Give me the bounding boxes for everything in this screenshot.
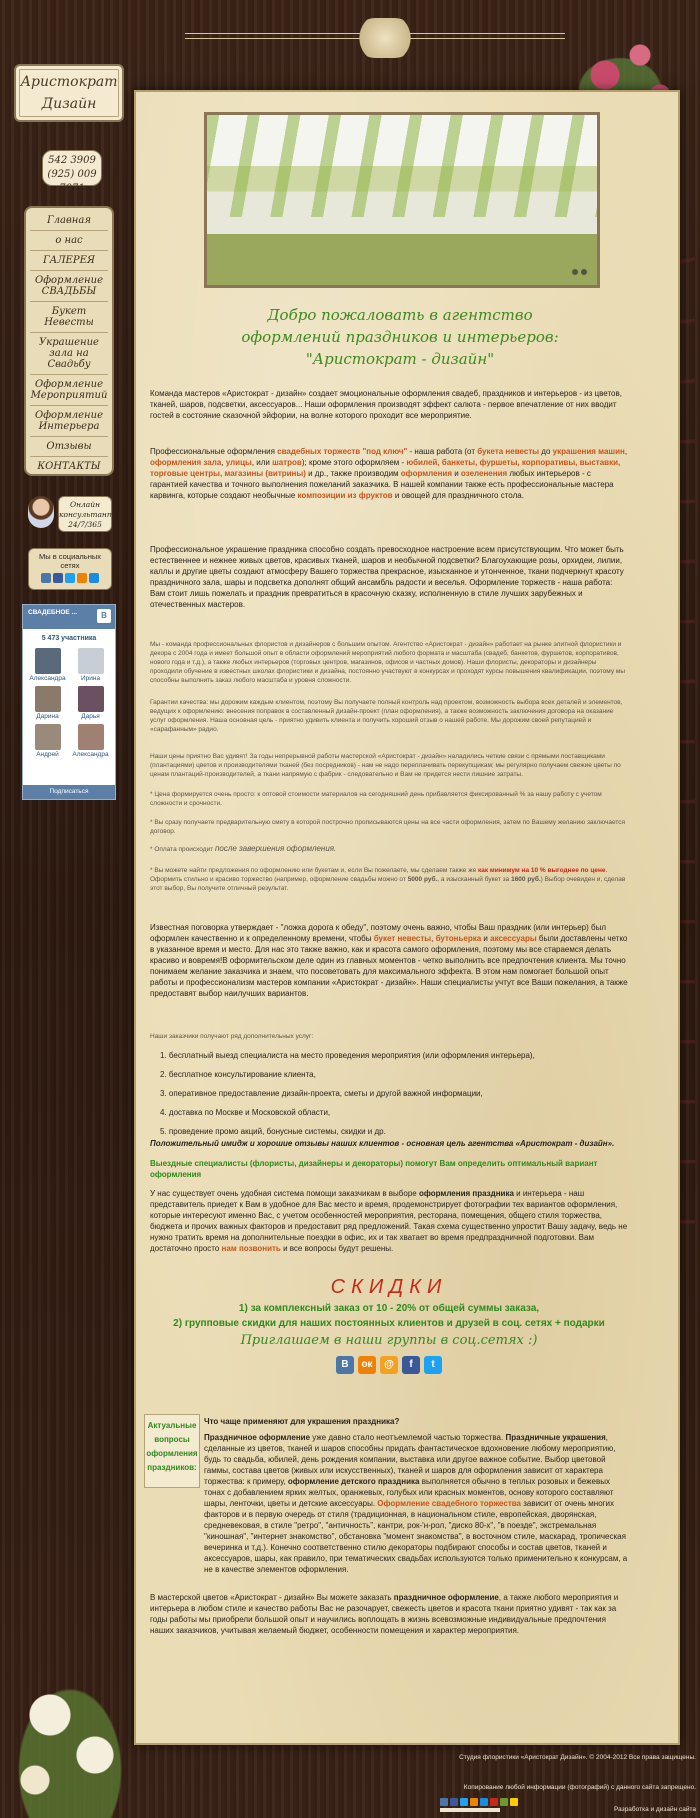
discounts-title: СКИДКИ <box>330 1276 448 1298</box>
footer-copyright: Студия флористики «Аристократ Дизайн». © 2004-2012 Все права защищены. <box>459 1754 696 1761</box>
intro-paragraph: Команда мастеров «Аристократ - дизайн» создает эмоциональные оформления свадеб, праздников и интерьеров - из цветов, тканей, шаров, подсветки, аксессуаров... Наши оформления производят эффект салюта - первое впечатление от них вводит гостей в состояние сказочной эйфории, на волне которого проходит все мероприятие. <box>150 389 622 420</box>
vk-member-count: 5 473 участника <box>41 635 97 642</box>
text: , <box>221 458 226 467</box>
text: и все вопросы будут решены. <box>280 1244 394 1253</box>
twitter-icon[interactable]: t <box>424 1356 442 1374</box>
facebook-icon[interactable] <box>450 1798 458 1806</box>
footer-social-icons <box>440 1798 518 1806</box>
faq-answer <box>204 1432 628 1575</box>
text: оформление детского праздника <box>287 1477 420 1486</box>
nav-item-gallery[interactable]: ГАЛЕРЕЯ <box>30 251 108 271</box>
avatar <box>78 686 104 712</box>
decoration-paragraph: Профессиональное украшение праздника способно создать превосходное настроение всем присутствующим. Что может быть естественнее и нежнее живых цветов, красивых тканей, шаров и необычной подсветки? Благоухающие розы, орхидеи, лилии, каллы и другие цветы создают атмосферу Вашего торжества прекрасное, изысканное и утонченное, ткани подчеркнут красоту праздничного зала, шары и подсветка дополнят общий ансамбль радости и веселья. Оформление торжеств - наша работа: Вам стоит лишь пожелать и праздник превратиться в красочную сказку, исполненную в стиле лучших зарубежных и отечественных мастеров. <box>150 545 624 609</box>
slide-next-icon[interactable] <box>581 269 587 275</box>
text: . Оформить стильно и красиво торжество (например, оформление свадьбы можно от <box>150 867 608 883</box>
text: до <box>539 447 553 456</box>
text: ) Выбор очевиден и, сделав этот выбор, Вы получите отличный результат. <box>150 876 626 892</box>
top-ornament <box>355 18 415 58</box>
text: 5000 руб. <box>407 876 438 883</box>
text: , <box>431 934 436 943</box>
services-intro: Наши заказчики получают ряд дополнительных услуг: <box>150 1033 314 1040</box>
text: - наша работа (от <box>407 447 478 456</box>
counter-badge[interactable] <box>440 1808 500 1812</box>
main-nav <box>24 206 114 476</box>
hero-slideshow[interactable] <box>204 112 600 288</box>
twitter-icon[interactable] <box>460 1798 468 1806</box>
text: Профессиональные оформления <box>150 447 278 456</box>
nav-item-events[interactable]: Оформление Мероприятий <box>30 375 108 406</box>
phone-1: 542 3909 <box>48 155 96 166</box>
text: * Оплата происходит <box>150 846 215 853</box>
text: * Вы можете найти предложения по оформлению или букетам и, если Вы пожелаете, мы сделаем также же <box>150 867 478 874</box>
nav-item-hall[interactable]: Украшение зала на Свадьбу <box>30 333 108 375</box>
discounts-section <box>150 1276 628 1374</box>
timing-paragraph <box>150 922 628 999</box>
vk-group-title: СВАДЕБНОЕ ... <box>28 609 77 616</box>
nav-item-interior[interactable]: Оформление Интерьера <box>30 406 108 437</box>
footer-copy-notice <box>464 1770 696 1791</box>
text: , а изысканный букет за <box>437 876 512 883</box>
avatar <box>78 724 104 750</box>
vk-member-name: Дарья <box>81 713 100 720</box>
link-decoration[interactable]: оформления <box>400 469 452 478</box>
text: , а также любого мероприятия и интерьера в любом стиле и качество работы Вас не разочарует, свежесть цветов и красота ткани приятно удивят - так как за годы работы мы приобрели большой опыт и научились воплощать в жизнь всевозможные индивидуальные предпочтения наших заказчиков, учитывая желаемый бюджет, особенности помещения и характер мероприятия. <box>150 1593 619 1635</box>
text: и <box>481 934 491 943</box>
faq-closing <box>150 1592 628 1636</box>
price-note-4 <box>150 866 628 893</box>
text: и <box>452 469 461 478</box>
vk-member-name: Александра <box>29 675 66 682</box>
link-fruit[interactable]: композиции из фруктов <box>297 491 393 500</box>
footer-notice-text: Копирование любой информации (фотографий) с данного сайта запрещено. <box>463 1784 696 1791</box>
vk-icon[interactable]: B <box>336 1356 354 1374</box>
livejournal-icon[interactable] <box>500 1798 508 1806</box>
social-invite: Приглашаем в наши группы в соц.сетях :) <box>240 1333 538 1348</box>
social-box <box>28 548 112 590</box>
vk-member[interactable] <box>70 724 111 760</box>
phone-2: (925) 009 7071 <box>47 169 97 194</box>
link-bouquet[interactable]: букета невесты <box>477 447 540 456</box>
vk-member[interactable] <box>27 724 68 760</box>
text: и интерьера - наш представитель приедет к Вам в удобное для Вас место и время, продемонстрирует фотографии тех вариантов оформления, которые интересуют именно Вас, с учетом особенностей мероприятия, ресторана, помещения, общего стиля торжества, бюджета и прочих важных факторов и предоставит ряд предложений. Такая схема существенно упростит Вашу задачу, ведь не нужно тратить время на дополнительные поездки в офис, их и так хватает во время предпраздничной подготовки. Вам достаточно просто <box>150 1189 628 1253</box>
nav-item-contacts[interactable]: КОНТАКТЫ <box>37 461 101 472</box>
link-tents[interactable]: шатров <box>272 458 302 467</box>
link-accessories[interactable]: аксессуары <box>490 934 537 943</box>
vk-member[interactable] <box>70 686 111 722</box>
vk-subscribe-button[interactable]: Подписаться <box>23 785 115 799</box>
prices-small-text: Наши цены приятно Вас удивят! За годы непрерывной работы мастерской «Аристократ - дизайн» наладились четкие связи с прямыми поставщиками (плантациями) цветов и производителями тканей (без посредников) - нам не надо переплачивать перекупщикам; мы регулярно получаем свежие цветы по ценам плантаций-производителей, а ткани напрямую с фабрик - следовательно и Вам не придется нести лишние затраты. <box>150 753 621 778</box>
text: В мастерской цветов «Аристократ - дизайн» Вы можете заказать <box>150 1593 394 1602</box>
text: , <box>624 447 628 456</box>
consultation-paragraph <box>150 1188 628 1254</box>
facebook-icon[interactable] <box>53 573 63 583</box>
vk-member-name: Андрей <box>36 751 59 758</box>
text: Известная поговорка утверждает - "ложка дорога к обеду", поэтому очень важно, чтобы Ваш праздник (или интерьер) был оформлен качественно и к определенному времени, чтобы <box>150 923 606 943</box>
price-note-1: * Цена формируется очень просто: к оптовой стоимости материалов на сегодняшний день прибавляется фиксированный % за нашу работу с учетом сложности и срочности. <box>150 791 602 807</box>
nav-item-home[interactable]: Главная <box>30 211 108 231</box>
mailru-icon[interactable]: @ <box>380 1356 398 1374</box>
text: уже давно стало неотъемлемой частью торжества. <box>310 1433 506 1442</box>
logo-line2: Дизайн <box>41 96 97 112</box>
services-list <box>160 1050 638 1145</box>
text: У нас существует очень удобная система помощи заказчикам в выборе <box>150 1189 419 1198</box>
vk-member-name: Дарина <box>36 713 59 720</box>
odnoklassniki-icon[interactable] <box>470 1798 478 1806</box>
discount-line-2: 2) групповые скидки для наших постоянных клиентов и друзей в соц. сетях + подарки <box>173 1318 605 1329</box>
link-greening[interactable]: озеленения <box>460 469 508 478</box>
link-street[interactable]: улицы <box>225 458 252 467</box>
nav-item-bouquet[interactable]: Букет Невесты <box>30 302 108 333</box>
avatar <box>35 686 61 712</box>
text: любых интерьеров - с гарантией качества и точного выполнения пожеланий заказчика. В нашей компании также есть профессиональные мастера карвинга, которые создают необычные <box>150 469 614 500</box>
consultant-line2: консультант <box>59 510 114 519</box>
consultant-line1: Онлайн <box>69 500 101 509</box>
facebook-icon[interactable]: f <box>402 1356 420 1374</box>
consultant-label <box>58 496 112 532</box>
guarantee-small-text: Гарантии качества: мы дорожим каждым клиентом, поэтому Вы получаете полный контроль над проектом, возможность выбора всех деталей и элементов, ведущих к оформлению: внесения поправок в составленный дизайн-проект (план оформления), а также возможность заключения договора на оказание услуг оформления. Наша основная цель - приятно удивить клиента и получить хороший отзыв о нашей работе. Мы дорожим своей репутацией и «сарафанным» радио. <box>150 699 623 733</box>
google-icon[interactable] <box>490 1798 498 1806</box>
phone-box <box>42 150 102 194</box>
odnoklassniki-icon[interactable]: ок <box>358 1356 376 1374</box>
link-wedding-turnkey[interactable]: свадебных торжеств "под ключ" <box>277 447 408 456</box>
lilies-decoration <box>0 1660 140 1818</box>
price-note-2: * Вы сразу получаете предварительную смету в которой построчно прописываются цены на все части оформления, затем по Вашему желанию заключается договор. <box>150 819 626 835</box>
mailru-icon[interactable] <box>480 1798 488 1806</box>
vk-member[interactable] <box>27 686 68 722</box>
call-us-link[interactable]: нам позвонить <box>221 1244 281 1253</box>
vk-widget-header[interactable] <box>23 605 115 629</box>
mailru-icon[interactable] <box>89 573 99 583</box>
social-label: Мы в социальных сетях <box>38 552 102 570</box>
link-events-list[interactable]: юбилей, банкеты, фуршеты, корпоративы, выставки, торговые центры, магазины (витрины) <box>150 458 621 478</box>
link-bouquet[interactable]: букет невесты <box>373 934 432 943</box>
text: и овощей для праздничного стола. <box>392 491 524 500</box>
link-hall[interactable]: оформления зала <box>150 458 222 467</box>
vk-member-name: Ирина <box>80 675 101 682</box>
vk-member[interactable] <box>27 648 68 684</box>
text: зависит от очень многих факторов и в первую очередь от стиля (традиционная, в национальном стиле, европейская, дворянская, средневековая, в стиле "ретро", "античность", кантри, рок-'н-рол, "диско 80-х", "в поезде", экстремальная "киношная", "интернет знакомство", обстановка "момент знакомства", в восточном стиле, маскарад, тропическая вечеринка и т.д.). Конечно соответственно стилю декораторы подбирают способы и состав цветов, тканей и аксессуаров, шары, как правило, при тематических свадьбах используются только применительно к конкурсам, а не в качестве элементов оформления. <box>204 1499 628 1574</box>
faq-tag: Актуальные вопросы оформления праздников: <box>144 1414 200 1488</box>
nav-item-wedding[interactable]: Оформление СВАДЬБЫ <box>30 271 108 302</box>
text: ); кроме этого оформляем - <box>301 458 407 467</box>
nav-item-about[interactable]: о нас <box>30 231 108 251</box>
text: Праздничные украшения <box>505 1433 606 1442</box>
vk-member[interactable] <box>70 648 111 684</box>
welcome-heading: Добро пожаловать в агентство оформлений праздников и интерьеров: "Аристократ - дизайн" <box>241 306 559 368</box>
consultant-line3: 24/7/365 <box>68 520 102 529</box>
online-consultant[interactable] <box>28 494 112 534</box>
avatar <box>78 648 104 674</box>
list-item: 1. бесплатный выезд специалиста на место проведения мероприятия (или оформления интерьера), <box>160 1051 535 1060</box>
link-cars[interactable]: украшения машин <box>552 447 625 456</box>
text: и др., также производим <box>305 469 401 478</box>
footer-dev-link[interactable]: Разработка и дизайн сайта <box>614 1806 696 1813</box>
twitter-icon[interactable] <box>65 573 75 583</box>
specialists-line: Выездные специалисты (флористы, дизайнеры и декораторы) помогут Вам определить оптимальный вариант оформления <box>150 1159 598 1179</box>
logo-line1: Аристократ <box>20 74 118 90</box>
vk-icon[interactable] <box>440 1798 448 1806</box>
link-boutonniere[interactable]: бутоньерка <box>435 934 482 943</box>
about-small-text: Мы - команда профессиональных флористов и дизайнеров с большим опытом. Агентство «Аристократ - дизайн» работает на рынке элитной флористики и декора с 2004 года и имеет большой опыт в области оформлений мероприятий любого формата и масштаба (свадеб, банкетов, фуршетов, корпоративов, нового года и т.д.), а также любых интерьеров (торговых центров, магазинов, офисов и частных домов). Наши флористы, декораторы и дизайнеры проходили обучение в известных школах флористики и дизайна, постоянно участвуют в конкурсах и проходят курсы повышения квалификации, поэтому мы способны выполнить заказ любого масштаба и уровня сложности. <box>150 641 626 684</box>
vk-logo-icon: B <box>97 609 111 623</box>
services-paragraph <box>150 446 628 501</box>
vk-icon[interactable] <box>41 573 51 583</box>
vk-member-name: Александра <box>72 751 109 758</box>
faq-question: Что чаще применяют для украшения праздника? <box>204 1417 400 1426</box>
slideshow-controls[interactable] <box>572 269 587 275</box>
text: , или <box>251 458 273 467</box>
consultant-avatar <box>28 496 54 528</box>
text: Праздничное оформление <box>204 1433 311 1442</box>
avatar <box>35 724 61 750</box>
avatar <box>35 648 61 674</box>
vk-group-widget <box>22 604 116 800</box>
list-item: 3. оперативное предоставление дизайн-проекта, сметы и другой важной информации, <box>160 1089 483 1098</box>
text: праздничное оформление <box>393 1593 499 1602</box>
list-item: 4. доставка по Москве и Московской области, <box>160 1108 331 1117</box>
odnoklassniki-icon[interactable] <box>77 573 87 583</box>
slide-prev-icon[interactable] <box>572 269 578 275</box>
text: оформления праздника <box>418 1189 514 1198</box>
image-goal-line: Положительный имидж и хорошие отзывы наших клиентов - основная цель агентства «Аристократ - дизайн». <box>150 1139 615 1148</box>
text: , сделанные из цветов, тканей и шаров способны придать фантастическое вдохновение любому мероприятию, будь то свадьба, юбилей, день рождения компании, выставка или другое важное событие. Выбор цветовой гаммы, состава цветов (живых или искусственных), тканей и шаров для оформления зависит от характера торжества: к примеру, <box>204 1433 616 1486</box>
site-logo[interactable] <box>14 64 124 122</box>
discount-line-1: 1) за комплексный заказ от 10 - 20% от общей суммы заказа, <box>238 1303 540 1314</box>
text: выполняется обычно в теплых розовых и бежевых тонах с добавлением ярких желтых, оранжевых, голубых или красных моментов, основу которого составляют шары, ленточки, цветы и детские аксессуары. <box>204 1477 614 1508</box>
text: 1600 руб. <box>511 876 541 883</box>
text: после завершения оформления. <box>215 844 337 853</box>
text: как минимум на 10 % выгоднее по цене <box>478 867 606 874</box>
list-item: 2. бесплатное консультирование клиента, <box>160 1070 316 1079</box>
nav-item-reviews[interactable]: Отзывы <box>30 437 108 457</box>
list-item: 5. проведение промо акций, бонусные системы, скидки и др. <box>160 1127 386 1136</box>
price-note-3 <box>150 844 628 854</box>
link-wedding-decor[interactable]: Оформление свадебного торжества <box>377 1499 521 1508</box>
yandex-icon[interactable] <box>510 1798 518 1806</box>
text: были доставлены четко в указанное время и место. Для нас это также важно, как и красота самого оформления, поэтому мы все стараемся делать красиво и вовремя!В оформительском деле один из главных моментов - четко выполнить все предпочтения клиента. Мы точно понимаем желание заказчика и знаем, что посоветовать для максимального эффекта. В этом нам помогает большой опыт работы и профессионализм мастеров компании «Аристократ - дизайн». Наши специалисты учтут все Ваши пожелания, а также предоставят выбор наилучших вариантов. <box>150 934 628 998</box>
